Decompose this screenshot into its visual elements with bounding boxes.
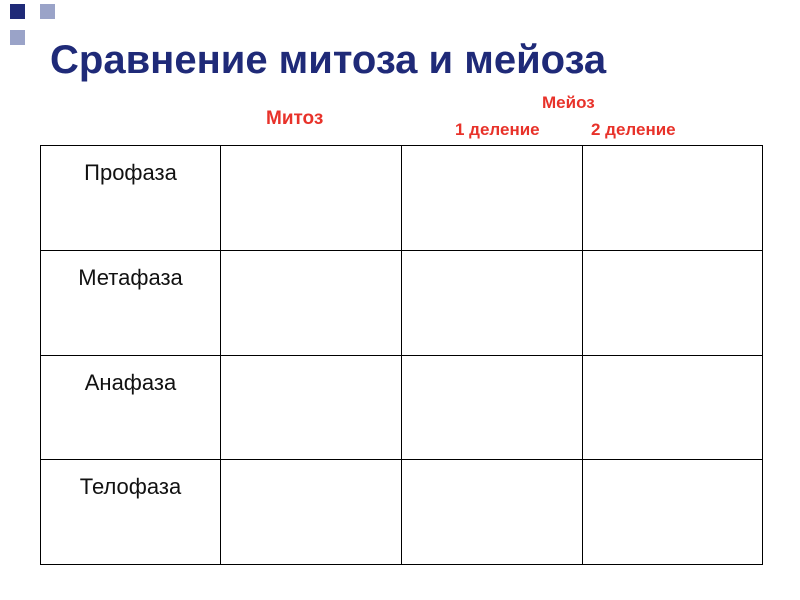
header-meiosis: Мейоз xyxy=(542,93,595,112)
decor-square-light xyxy=(10,30,25,45)
mitosis-cell xyxy=(221,146,402,251)
phase-cell: Профаза xyxy=(41,146,221,251)
table-row xyxy=(41,355,763,460)
decor-square-light xyxy=(40,4,55,19)
decor-square-dark xyxy=(10,4,25,19)
table-row xyxy=(41,460,763,565)
meiosis-2-cell xyxy=(583,355,763,460)
meiosis-1-cell xyxy=(402,355,583,460)
meiosis-1-cell xyxy=(402,460,583,565)
meiosis-1-cell xyxy=(402,146,583,251)
mitosis-cell xyxy=(221,460,402,565)
meiosis-2-cell xyxy=(583,250,763,355)
meiosis-2-cell xyxy=(583,146,763,251)
mitosis-cell xyxy=(221,250,402,355)
header-division-1: 1 деление xyxy=(455,120,540,139)
table-row xyxy=(41,250,763,355)
comparison-table xyxy=(40,145,763,565)
header-mitosis: Митоз xyxy=(266,108,324,129)
phase-cell: Метафаза xyxy=(41,250,221,355)
phase-cell: Телофаза xyxy=(41,460,221,565)
header-division-2: 2 деление xyxy=(591,120,676,139)
meiosis-1-cell xyxy=(402,250,583,355)
mitosis-cell xyxy=(221,355,402,460)
slide-title: Сравнение митоза и мейоза xyxy=(50,38,607,82)
phase-cell: Анафаза xyxy=(41,355,221,460)
meiosis-2-cell xyxy=(583,460,763,565)
table-row xyxy=(41,146,763,251)
